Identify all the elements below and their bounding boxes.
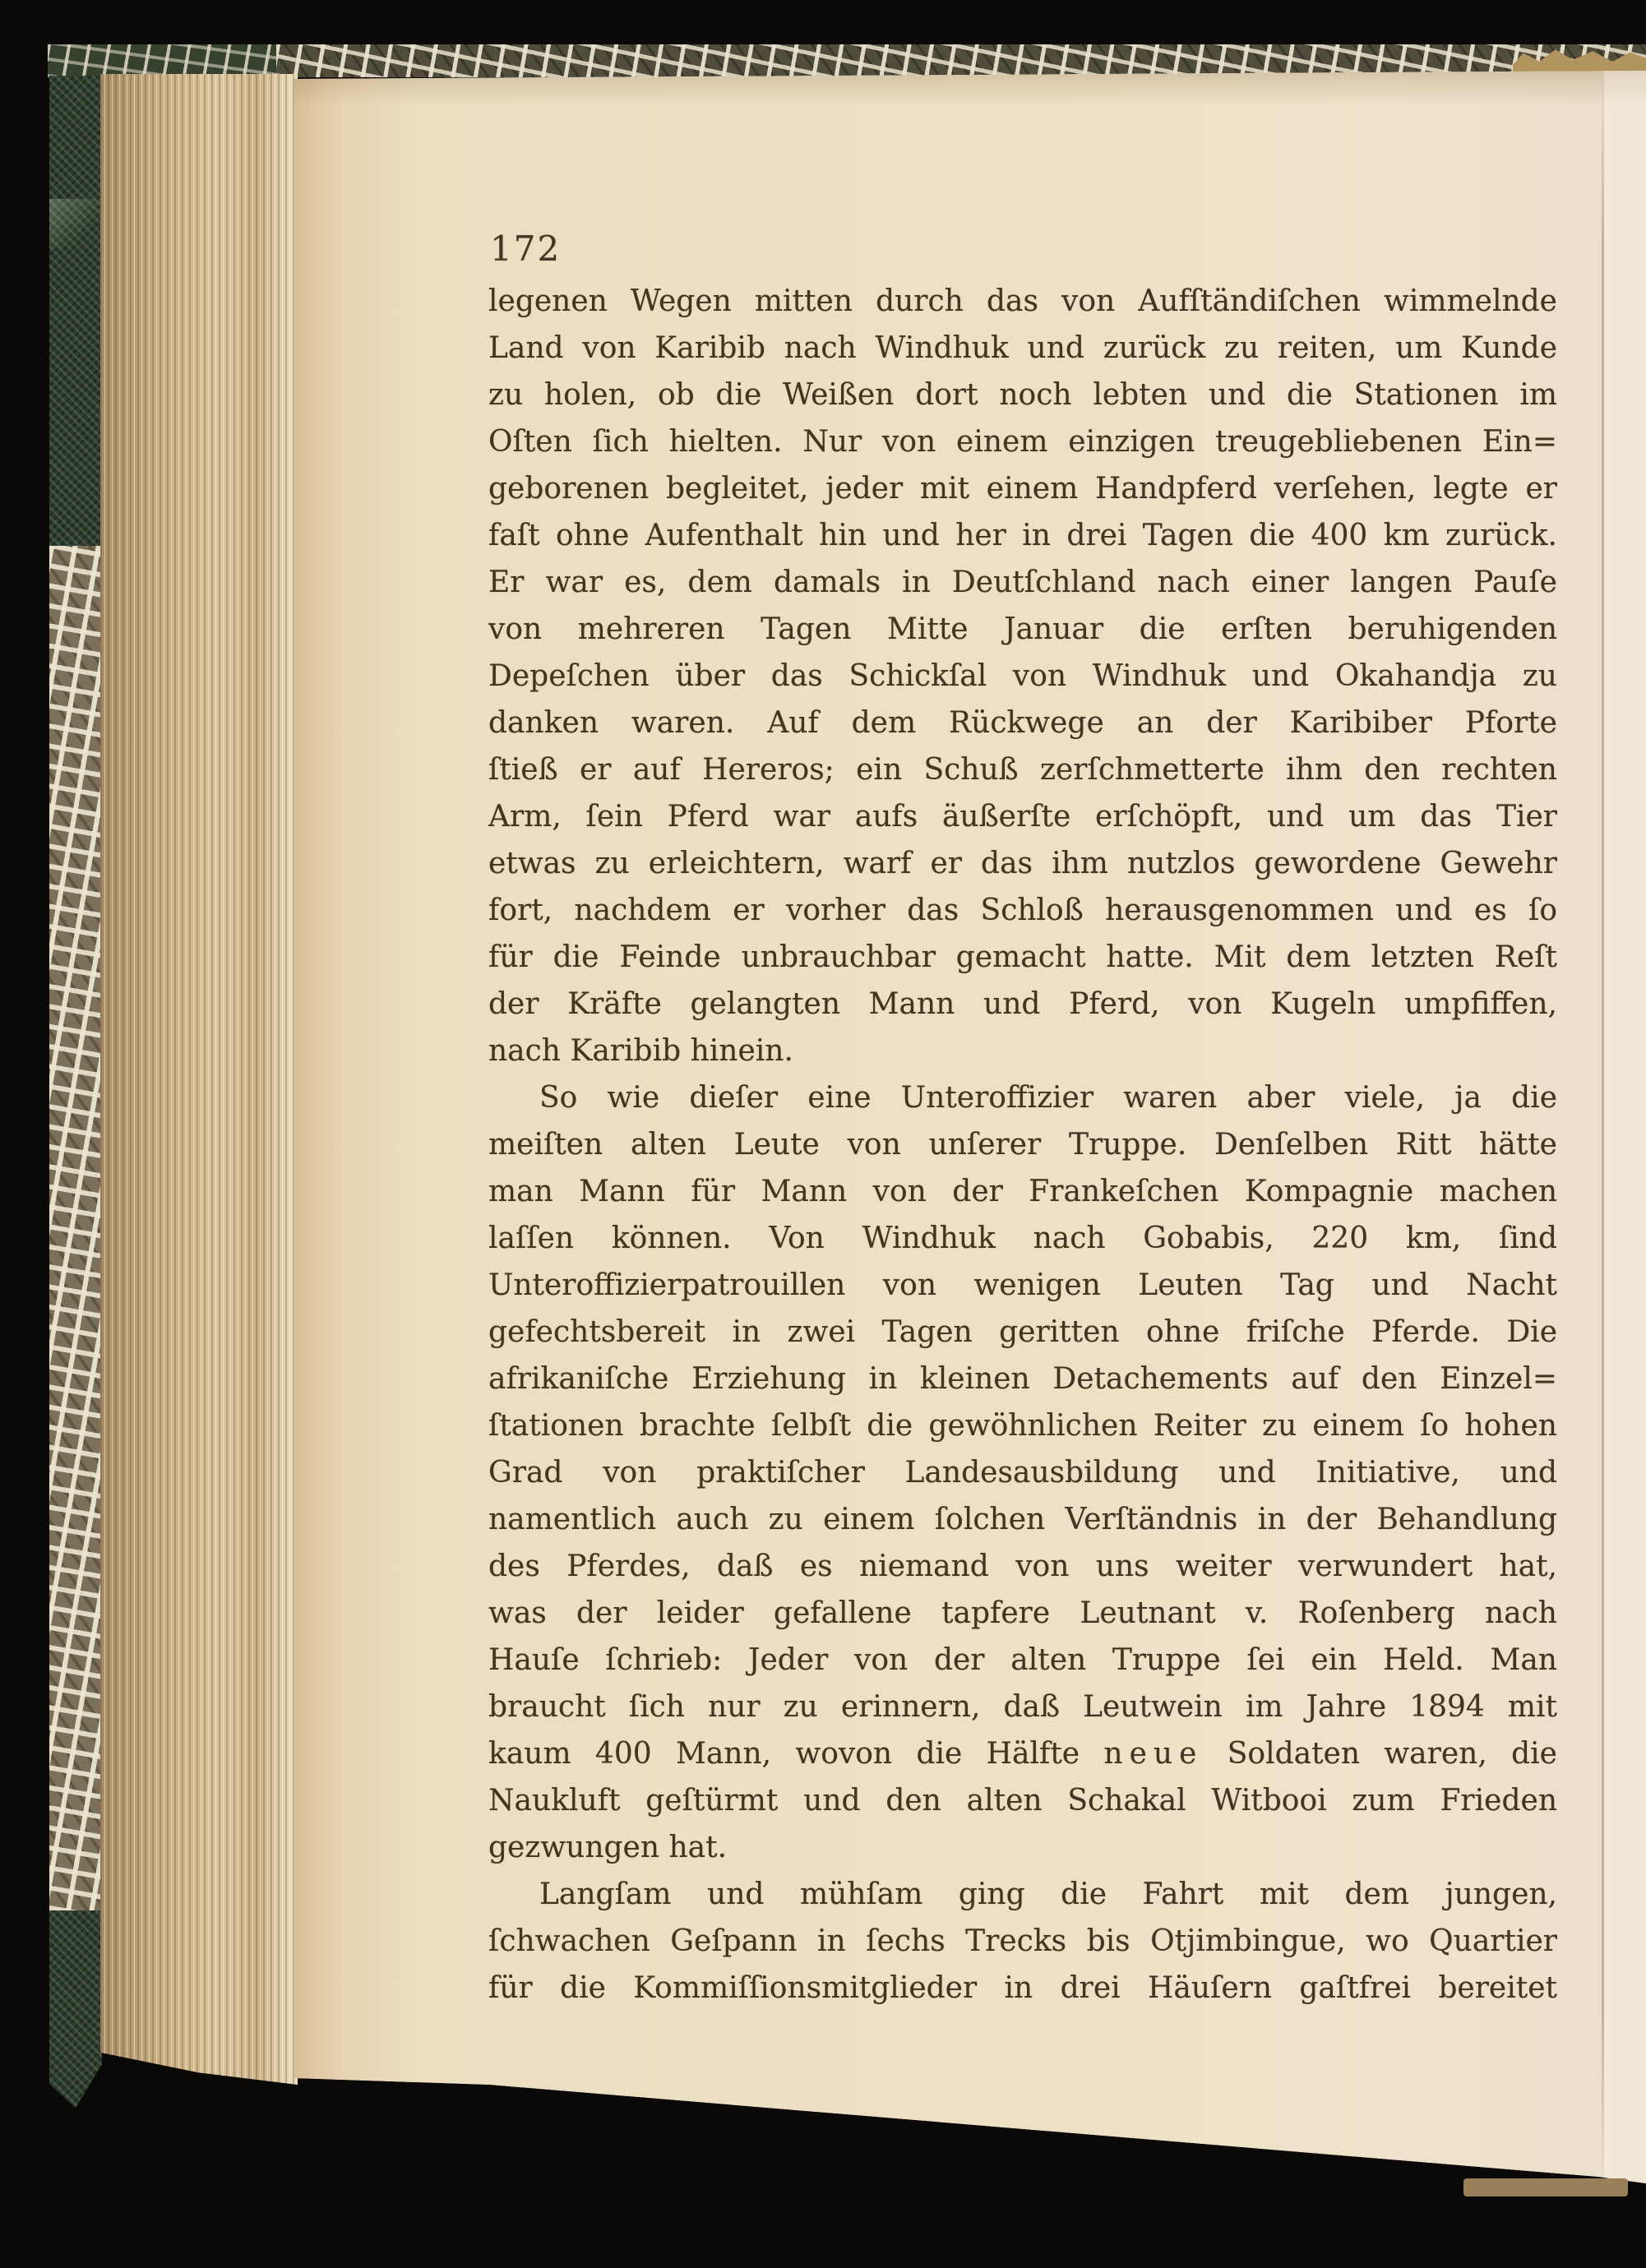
page-number: 172 <box>490 229 562 269</box>
text-line: afrikaniſche Erziehung in kleinen Detachements auf den Einzel= <box>488 1362 1557 1396</box>
text-line: was der leider gefallene tapfere Leutnant v. Roſenberg nach <box>488 1596 1557 1630</box>
text-line: faſt ohne Aufenthalt hin und her in drei Tagen die 400 km zurück. <box>488 519 1557 552</box>
text-line: So wie dieſer eine Unteroffizier waren aber viele, ja die <box>539 1081 1557 1115</box>
paragraph <box>488 1871 1557 2012</box>
text-line: gezwungen hat. <box>488 1831 728 1864</box>
text-line: namentlich auch zu einem ſolchen Verſtändnis in der Behandlung <box>488 1503 1557 1536</box>
tailband <box>1463 2178 1628 2196</box>
text-line: von mehreren Tagen Mitte Januar die erſten beruhigenden <box>488 612 1557 646</box>
text-line: des Pferdes, daß es niemand von uns weiter verwundert hat, <box>488 1550 1557 1583</box>
text-line: Hauſe ſchrieb: Jeder von der alten Truppe ſei ein Held. Man <box>488 1643 1557 1677</box>
text-line: meiſten alten Leute von unſerer Truppe. Denſelben Ritt hätte <box>488 1128 1557 1162</box>
text-line: Oſten ſich hielten. Nur von einem einzigen treugebliebenen Ein= <box>488 425 1557 459</box>
text-line: ſchwachen Geſpann in ſechs Trecks bis Otjimbingue, wo Quartier <box>488 1924 1557 1958</box>
text-line: geborenen begleitet, jeder mit einem Handpferd verſehen, legte er <box>488 472 1557 506</box>
text-line: Langſam und mühſam ging die Fahrt mit dem jungen, <box>539 1878 1557 1911</box>
text-line: laſſen können. Von Windhuk nach Gobabis, 220 km, ſind <box>488 1222 1557 1255</box>
text-line: kaum 400 Mann, wovon die Hälfte neue Soldaten waren, die <box>488 1737 1557 1771</box>
text-line: Depeſchen über das Schickſal von Windhuk und Okahandja zu <box>488 659 1557 693</box>
text-line: man Mann für Mann von der Frankeſchen Kompagnie machen <box>488 1175 1557 1208</box>
text-line: Unteroffizierpatrouillen von wenigen Leuten Tag und Nacht <box>488 1268 1557 1302</box>
text-line: danken waren. Auf dem Rückwege an der Karibiber Pforte <box>488 706 1557 740</box>
text-line: ſtieß er auf Hereros; ein Schuß zerſchmetterte ihm den rechten <box>488 753 1557 787</box>
text-line: ſtationen brachte ſelbſt die gewöhnlichen Reiter zu einem ſo hohen <box>488 1409 1557 1443</box>
marbled-endpaper-left <box>49 546 102 1910</box>
cover-cloth-top-icon <box>48 44 276 77</box>
cover-cloth-left-top <box>49 76 102 546</box>
text-line: gefechtsbereit in zwei Tagen geritten ohne friſche Pferde. Die <box>488 1315 1557 1349</box>
text-line: zu holen, ob die Weißen dort noch lebten und die Stationen im <box>488 378 1557 412</box>
paragraph <box>488 1074 1557 1871</box>
cover-cloth-left-bottom <box>49 1910 102 2108</box>
page-stack-fore-edge <box>100 74 298 2085</box>
text-line: für die Feinde unbrauchbar gemacht hatte. Mit dem letzten Reſt <box>488 940 1557 974</box>
text-line: Arm, ſein Pferd war aufs äußerſte erſchöpft, und um das Tier <box>488 800 1557 834</box>
text-line: Er war es, dem damals in Deutſchland nach einer langen Pauſe <box>488 566 1557 599</box>
text-block <box>488 278 1557 2012</box>
text-line: Land von Karibib nach Windhuk und zurück zu reiten, um Kunde <box>488 331 1557 365</box>
text-line: für die Kommiſſionsmitglieder in drei Häuſern gaſtfrei bereitet <box>488 1971 1557 2005</box>
text-line: legenen Wegen mitten durch das von Aufſtändiſchen wimmelnde <box>488 284 1557 318</box>
text-line: etwas zu erleichtern, warf er das ihm nutzlos gewordene Gewehr <box>488 847 1557 880</box>
next-page-edge <box>1604 71 1646 2187</box>
text-line: der Kräfte gelangten Mann und Pferd, von Kugeln umpfiffen, <box>488 987 1557 1021</box>
text-line: nach Karibib hinein. <box>488 1034 793 1068</box>
text-line: fort, nachdem er vorher das Schloß herausgenommen und es ſo <box>488 894 1557 927</box>
text-line: Naukluft geſtürmt und den alten Schakal Witbooi zum Frieden <box>488 1784 1557 1818</box>
emphasized-word: neue <box>1103 1737 1204 1771</box>
paragraph <box>488 278 1557 1074</box>
text-line: braucht ſich nur zu erinnern, daß Leutwein im Jahre 1894 mit <box>488 1690 1557 1724</box>
text-line: Grad von praktiſcher Landesausbildung und Initiative, und <box>488 1456 1557 1490</box>
